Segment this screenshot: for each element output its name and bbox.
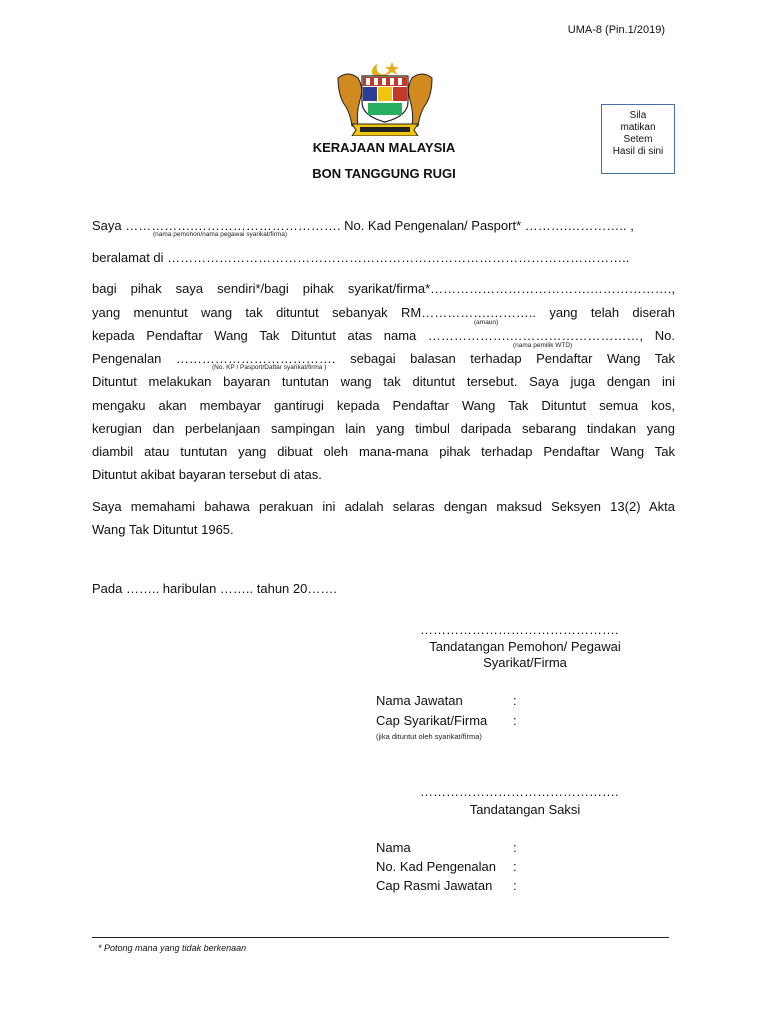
applicant-signature-line: ………………………………………. <box>420 622 619 637</box>
paragraph-line: yang menuntut wang tak dituntut sebanyak RM…………….……….. yang telah diserah <box>92 305 675 320</box>
footnote-divider <box>92 937 669 938</box>
field-witness-ic: No. Kad Pengenalan <box>376 859 496 874</box>
applicant-signature-label: Syarikat/Firma <box>483 655 567 670</box>
form-code: UMA-8 (Pin.1/2019) <box>567 24 665 36</box>
footnote: * Potong mana yang tidak berkenaan <box>98 943 247 953</box>
hint-id: (No. KP / Pasport/Daftar syarikat/firma ) <box>212 364 327 371</box>
date-line: Pada …….. haribulan …….. tahun 20……. <box>92 581 337 596</box>
paragraph-line: mengaku akan membayar gantirugi kepada Pendaftar Wang Tak Dituntut semua kos, <box>92 398 675 413</box>
declaration-line: Wang Tak Dituntut 1965. <box>92 522 234 537</box>
paragraph-line: diambil atau tuntutan yang dibuat oleh mana-mana pihak terhadap Pendaftar Wang Tak <box>92 444 675 459</box>
field-colon: : <box>513 840 517 855</box>
field-witness-stamp: Cap Rasmi Jawatan <box>376 878 493 893</box>
company-note: (jika dituntut oleh syarikat/firma) <box>376 732 482 741</box>
field-job-title: Nama Jawatan <box>376 693 463 708</box>
field-company-stamp: Cap Syarikat/Firma <box>376 713 488 728</box>
paragraph-line: Dituntut melakukan bayaran tuntutan wang tak dituntut tersebut. Saya juga dengan ini <box>92 374 675 389</box>
witness-signature-label: Tandatangan Saksi <box>469 802 581 817</box>
government-title: KERAJAAN MALAYSIA <box>312 140 456 155</box>
address-line: beralamat di …………………………………………………………………………………………….. <box>92 250 630 265</box>
applicant-line: Saya …………….……………………………. No. Kad Pengenalan/ Pasport* ……….………….. , <box>92 218 634 233</box>
hint-name: (nama pemohon/nama pegawai syarikat/firma) <box>153 231 288 238</box>
malaysia-coat-of-arms-icon <box>330 58 440 136</box>
declaration-line: Saya memahami bahawa perakuan ini adalah selaras dengan maksud Seksyen 13(2) Akta <box>92 499 675 514</box>
applicant-signature-label: Tandatangan Pemohon/ Pegawai <box>429 639 621 654</box>
paragraph-line: bagi pihak saya sendiri*/bagi pihak syarikat/firma*……………………………….………………., <box>92 281 675 296</box>
field-colon: : <box>513 878 517 893</box>
field-colon: : <box>513 859 517 874</box>
paragraph-line: kerugian dan perbelanjaan sampingan lain yang timbul daripada sebarang tindakan yang <box>92 421 675 436</box>
paragraph-line: Dituntut akibat bayaran tersebut di atas. <box>92 467 322 482</box>
hint-amount: (amaun) <box>474 319 499 326</box>
paragraph-line: kepada Pendaftar Wang Tak Dituntut atas nama ……………….…………………………, No. <box>92 328 675 343</box>
paragraph-line: Pengenalan ………………………………. sebagai balasan terhadap Pendaftar Wang Tak <box>92 351 675 366</box>
field-colon: : <box>513 693 517 708</box>
field-witness-name: Nama <box>376 840 411 855</box>
document-title: BON TANGGUNG RUGI <box>312 166 456 181</box>
stamp-placement-box: Sila matikan Setem Hasil di sini <box>601 104 675 174</box>
witness-signature-line: ………………………………………. <box>420 784 619 799</box>
field-colon: : <box>513 713 517 728</box>
hint-owner: (nama pemilik WTD) <box>513 342 573 349</box>
